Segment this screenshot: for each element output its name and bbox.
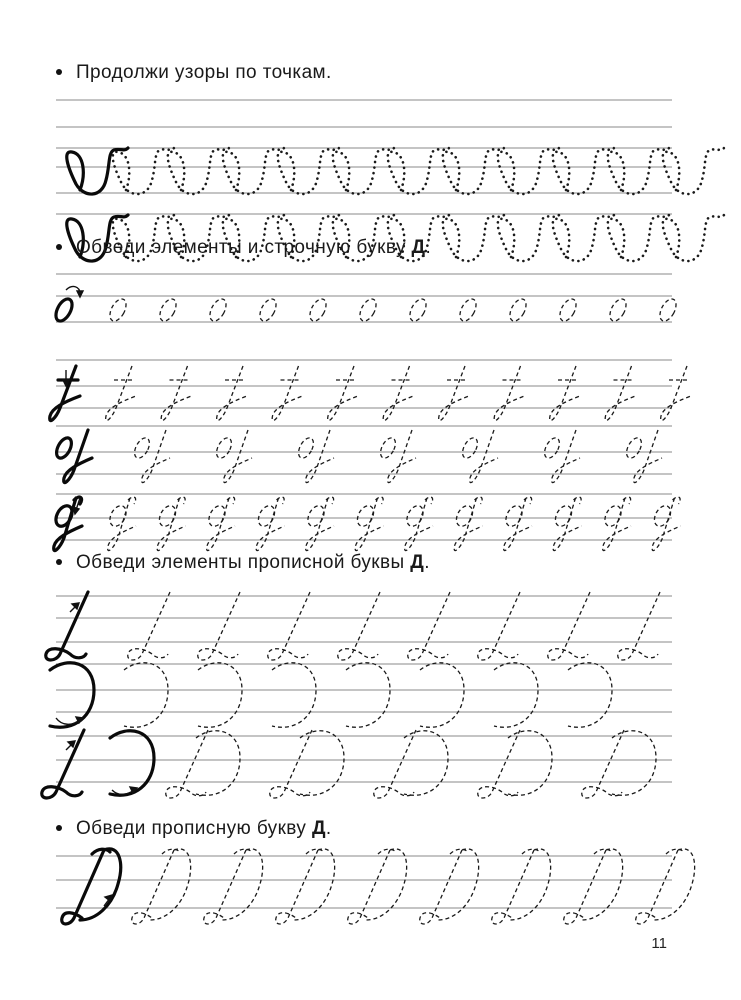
dashed-cap-l <box>268 592 310 660</box>
dotted-wave <box>553 215 614 261</box>
dashed-cap-l <box>478 592 520 660</box>
dashed-oval <box>657 296 680 323</box>
dashed-oval <box>557 296 580 323</box>
dashed-small-d <box>453 497 482 551</box>
dashed-small-d <box>206 497 235 551</box>
dashed-small-d <box>404 497 433 551</box>
dashed-hook <box>383 366 413 421</box>
dashed-oval <box>257 296 280 323</box>
dashed-cap-l <box>582 730 624 798</box>
dotted-wave <box>608 215 669 261</box>
dashed-oval <box>107 296 130 323</box>
dashed-cap-c <box>568 663 612 728</box>
dashed-small-d <box>503 497 532 551</box>
dashed-cap-l <box>198 592 240 660</box>
dashed-cap-l <box>618 592 660 660</box>
dashed-hook <box>439 366 469 421</box>
dotted-wave <box>443 215 504 261</box>
instruction-3: Обведи элементы прописной буквы Д. <box>56 552 430 574</box>
dashed-small-d <box>354 497 383 551</box>
dotted-wave <box>498 215 559 261</box>
dashed-hook <box>661 366 691 421</box>
dotted-wave <box>278 148 339 194</box>
dashed-cap-l <box>128 592 170 660</box>
dashed-cap-d <box>204 849 263 924</box>
dashed-oval <box>407 296 430 323</box>
dashed-small-d <box>156 497 185 551</box>
dashed-o-hook <box>132 430 170 483</box>
dotted-wave <box>223 148 284 194</box>
dashed-hook <box>272 366 302 421</box>
dashed-o-hook <box>624 430 662 483</box>
dashed-cap-c <box>612 731 656 796</box>
dashed-cap-c <box>404 731 448 796</box>
dashed-small-d <box>552 497 581 551</box>
dashed-cap-l <box>408 592 450 660</box>
bullet-icon <box>56 559 62 565</box>
dashed-oval <box>607 296 630 323</box>
dashed-small-d <box>107 497 136 551</box>
page-number: 11 <box>651 935 667 952</box>
dashed-cap-l <box>166 730 208 798</box>
dashed-cap-l <box>374 730 416 798</box>
dashed-small-d <box>255 497 284 551</box>
instruction-2: Обведи элементы и строчную букву Д. <box>56 237 431 259</box>
dashed-oval <box>457 296 480 323</box>
dotted-wave <box>663 215 724 261</box>
dashed-cap-c <box>346 663 390 728</box>
dotted-wave <box>443 148 504 194</box>
dashed-small-d <box>602 497 631 551</box>
dashed-cap-c <box>300 731 344 796</box>
instruction-1: Продолжи узоры по точкам. <box>56 62 332 84</box>
dashed-cap-c <box>124 663 168 728</box>
dashed-cap-d <box>132 849 191 924</box>
dotted-wave <box>663 148 724 194</box>
dashed-o-hook <box>460 430 498 483</box>
dashed-hook <box>494 366 524 421</box>
dashed-cap-l <box>338 592 380 660</box>
dashed-hook <box>106 366 136 421</box>
instruction-4: Обведи прописную букву Д. <box>56 818 332 840</box>
dashed-cap-c <box>420 663 464 728</box>
dashed-o-hook <box>378 430 416 483</box>
dotted-wave <box>168 148 229 194</box>
dashed-cap-c <box>272 663 316 728</box>
dashed-cap-d <box>564 849 623 924</box>
dotted-wave <box>498 148 559 194</box>
dashed-o-hook <box>214 430 252 483</box>
dashed-cap-c <box>508 731 552 796</box>
dashed-oval <box>507 296 530 323</box>
dashed-hook <box>328 366 358 421</box>
bullet-icon <box>56 244 62 250</box>
dashed-hook <box>550 366 580 421</box>
bullet-icon <box>56 825 62 831</box>
dashed-cap-l <box>270 730 312 798</box>
bullet-icon <box>56 69 62 75</box>
dashed-cap-d <box>420 849 479 924</box>
dashed-small-d <box>651 497 680 551</box>
dotted-wave <box>553 148 614 194</box>
dashed-oval <box>357 296 380 323</box>
dashed-cap-l <box>478 730 520 798</box>
dashed-cap-d <box>636 849 695 924</box>
dashed-hook <box>217 366 247 421</box>
dashed-o-hook <box>296 430 334 483</box>
dashed-hook <box>605 366 635 421</box>
dotted-wave <box>608 148 669 194</box>
dotted-wave <box>113 148 174 194</box>
dashed-oval <box>307 296 330 323</box>
dashed-oval <box>207 296 230 323</box>
dashed-cap-d <box>348 849 407 924</box>
dashed-hook <box>161 366 191 421</box>
dashed-cap-c <box>198 663 242 728</box>
dashed-cap-l <box>548 592 590 660</box>
dashed-small-d <box>305 497 334 551</box>
dashed-oval <box>157 296 180 323</box>
dashed-cap-c <box>196 731 240 796</box>
dashed-cap-d <box>276 849 335 924</box>
dotted-wave <box>333 148 394 194</box>
dashed-cap-d <box>492 849 551 924</box>
dashed-o-hook <box>542 430 580 483</box>
dotted-wave <box>388 148 449 194</box>
dashed-cap-c <box>494 663 538 728</box>
